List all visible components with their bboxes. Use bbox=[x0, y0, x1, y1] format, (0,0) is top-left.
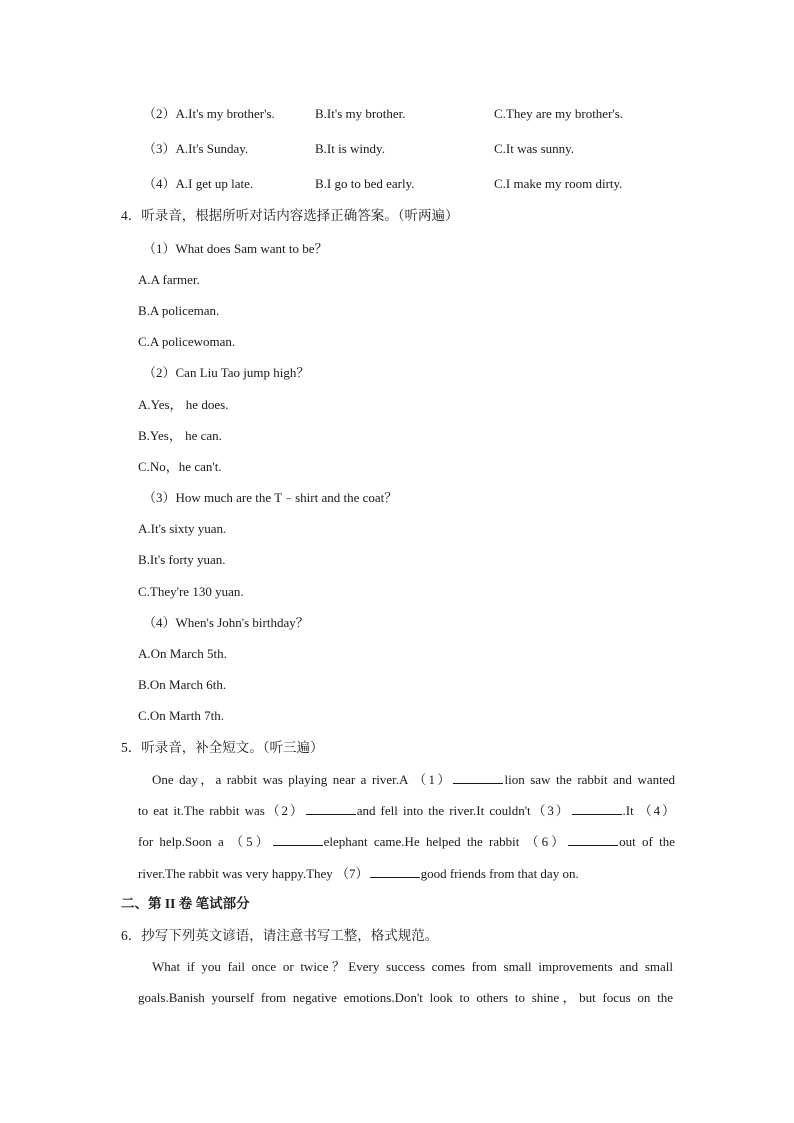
option-c: C.They are my brother's. bbox=[494, 106, 624, 121]
q4-item-1-option-c: C.A policewoman. bbox=[138, 334, 236, 349]
blank-2[interactable] bbox=[306, 802, 356, 815]
q5-passage-line-3: for help.Soon a （5） elephant came.He helped the rabbit （6） out of the bbox=[138, 834, 675, 849]
blank-7[interactable] bbox=[370, 865, 420, 878]
option-a: （2）A.It's my brother's. bbox=[143, 106, 275, 121]
q4-item-1-option-b: B.A policeman. bbox=[138, 303, 220, 318]
option-a: （3）A.It's Sunday. bbox=[143, 141, 249, 156]
blank-6[interactable] bbox=[568, 833, 618, 846]
option-b: B.It's my brother. bbox=[315, 106, 406, 121]
q4-item-4-option-c: C.On Marth 7th. bbox=[138, 708, 224, 723]
q4-item-2-option-b: B.Yes， he can. bbox=[138, 428, 222, 443]
q4-item-3-option-b: B.It's forty yuan. bbox=[138, 552, 226, 567]
q4-item-1-question: （1）What does Sam want to be？ bbox=[143, 241, 328, 256]
question-6-title: 6．抄写下列英文谚语，请注意书写工整，格式规范。 bbox=[121, 928, 439, 943]
q5-passage-line-1: One day，a rabbit was playing near a river.A （1） lion saw the rabbit and wanted bbox=[152, 772, 675, 787]
q4-item-4-question: （4）When's John's birthday？ bbox=[143, 615, 309, 630]
blank-1[interactable] bbox=[453, 771, 503, 784]
q6-proverb-line-1: What if you fail once or twice？Every success comes from small improvements and small bbox=[152, 959, 673, 974]
option-c: C.I make my room dirty. bbox=[494, 176, 623, 191]
q4-item-2-option-a: A.Yes， he does. bbox=[138, 397, 229, 412]
q4-item-3-option-c: C.They're 130 yuan. bbox=[138, 584, 244, 599]
q4-item-4-option-b: B.On March 6th. bbox=[138, 677, 227, 692]
q5-passage-line-4: river.The rabbit was very happy.They （7） good friends from that day on. bbox=[138, 866, 579, 881]
q4-item-3-question: （3）How much are the T﹣shirt and the coat？ bbox=[143, 490, 398, 505]
section-2-heading: 二、第 II 卷 笔试部分 bbox=[121, 896, 250, 911]
q6-proverb-line-2: goals.Banish yourself from negative emotions.Don't look to others to shine，but focus on the bbox=[138, 990, 673, 1005]
q4-item-2-question: （2）Can Liu Tao jump high？ bbox=[143, 365, 310, 380]
q4-item-3-option-a: A.It's sixty yuan. bbox=[138, 521, 227, 536]
q5-passage-line-2: to eat it.The rabbit was（2） and fell into the river.It couldn't（3） .It （4） bbox=[138, 803, 675, 818]
question-4-title: 4．听录音，根据所听对话内容选择正确答案。（听两遍） bbox=[121, 208, 459, 223]
q4-item-1-option-a: A.A farmer. bbox=[138, 272, 200, 287]
q4-item-2-option-c: C.No，he can't. bbox=[138, 459, 222, 474]
question-5-title: 5．听录音，补全短文。（听三遍） bbox=[121, 740, 324, 755]
option-b: B.It is windy. bbox=[315, 141, 385, 156]
blank-5[interactable] bbox=[273, 833, 323, 846]
option-b: B.I go to bed early. bbox=[315, 176, 415, 191]
option-a: （4）A.I get up late. bbox=[143, 176, 254, 191]
blank-3[interactable] bbox=[572, 802, 622, 815]
q4-item-4-option-a: A.On March 5th. bbox=[138, 646, 227, 661]
option-c: C.It was sunny. bbox=[494, 141, 575, 156]
